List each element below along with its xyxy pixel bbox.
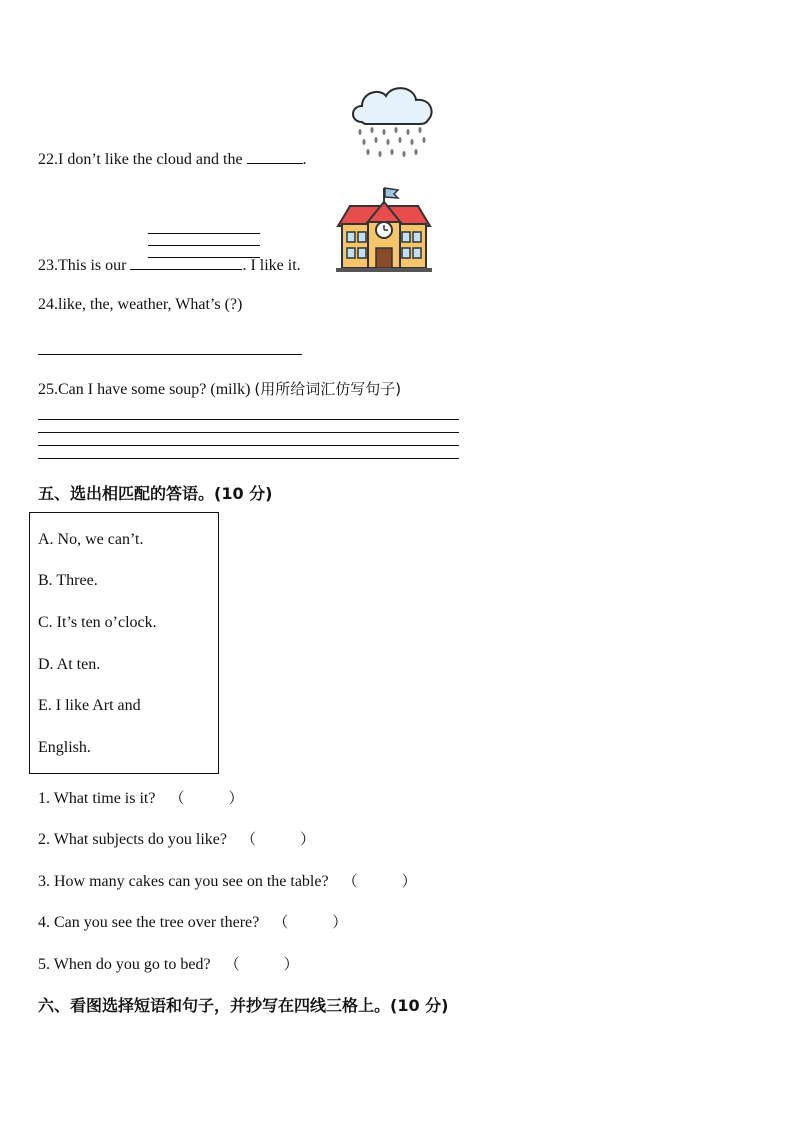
scrambled-words: like, the, weather, What’s (?) [58,296,243,313]
option-a: A. No, we can’t. [38,531,144,548]
question-number: 23. [38,257,58,274]
answer-bracket[interactable]: （ ） [273,913,348,931]
question-24 [38,296,242,314]
writing-line[interactable] [38,419,459,420]
section-5-title: 五、选出相匹配的答语。(10 分) [38,484,273,503]
match-question-5 [38,953,299,974]
writing-line[interactable] [38,445,459,446]
answer-line[interactable] [38,354,302,355]
answer-blank[interactable] [130,269,242,270]
question-25 [38,378,401,399]
answer-bracket[interactable]: （ ） [224,955,299,973]
match-question-4 [38,911,347,932]
section-6-title: 六、看图选择短语和句子，并抄写在四线三格上。(10 分) [38,996,449,1015]
question-number: 25. [38,381,58,398]
option-e: E. I like Art and [38,697,141,714]
question-number: 22. [38,151,58,168]
question-text: 1. What time is it? [38,790,156,807]
answer-blank[interactable] [247,163,303,164]
question-text: 5. When do you go to bed? [38,956,211,973]
instruction-text: (用所给词汇仿写句子) [254,380,402,398]
match-question-2 [38,828,315,849]
question-number: 24. [38,296,58,313]
option-c: C. It’s ten o’clock. [38,614,157,631]
options-box [29,512,219,774]
match-question-3 [38,870,417,891]
question-text: 2. What subjects do you like? [38,831,227,848]
question-23 [38,257,301,275]
question-text-end: . I like it. [242,257,301,274]
option-e-continued: English. [38,739,91,756]
school-building-icon [336,184,432,274]
answer-bracket[interactable]: （ ） [241,830,316,848]
writing-line [148,245,260,246]
match-question-1 [38,787,244,808]
question-text: I don’t like the cloud and the [58,151,247,168]
writing-line[interactable] [38,458,459,459]
question-text: 4. Can you see the tree over there? [38,914,260,931]
answer-bracket[interactable]: （ ） [342,872,417,890]
answer-bracket[interactable]: （ ） [169,789,244,807]
writing-line[interactable] [38,432,459,433]
writing-line [148,233,260,234]
option-b: B. Three. [38,572,98,589]
question-text: 3. How many cakes can you see on the table? [38,873,329,890]
question-22 [38,151,307,169]
rain-cloud-icon [348,82,438,164]
option-d: D. At ten. [38,656,101,673]
question-text-end: . [302,151,307,168]
question-text: This is our [58,257,131,274]
question-text: Can I have some soup? (milk) [58,381,255,398]
